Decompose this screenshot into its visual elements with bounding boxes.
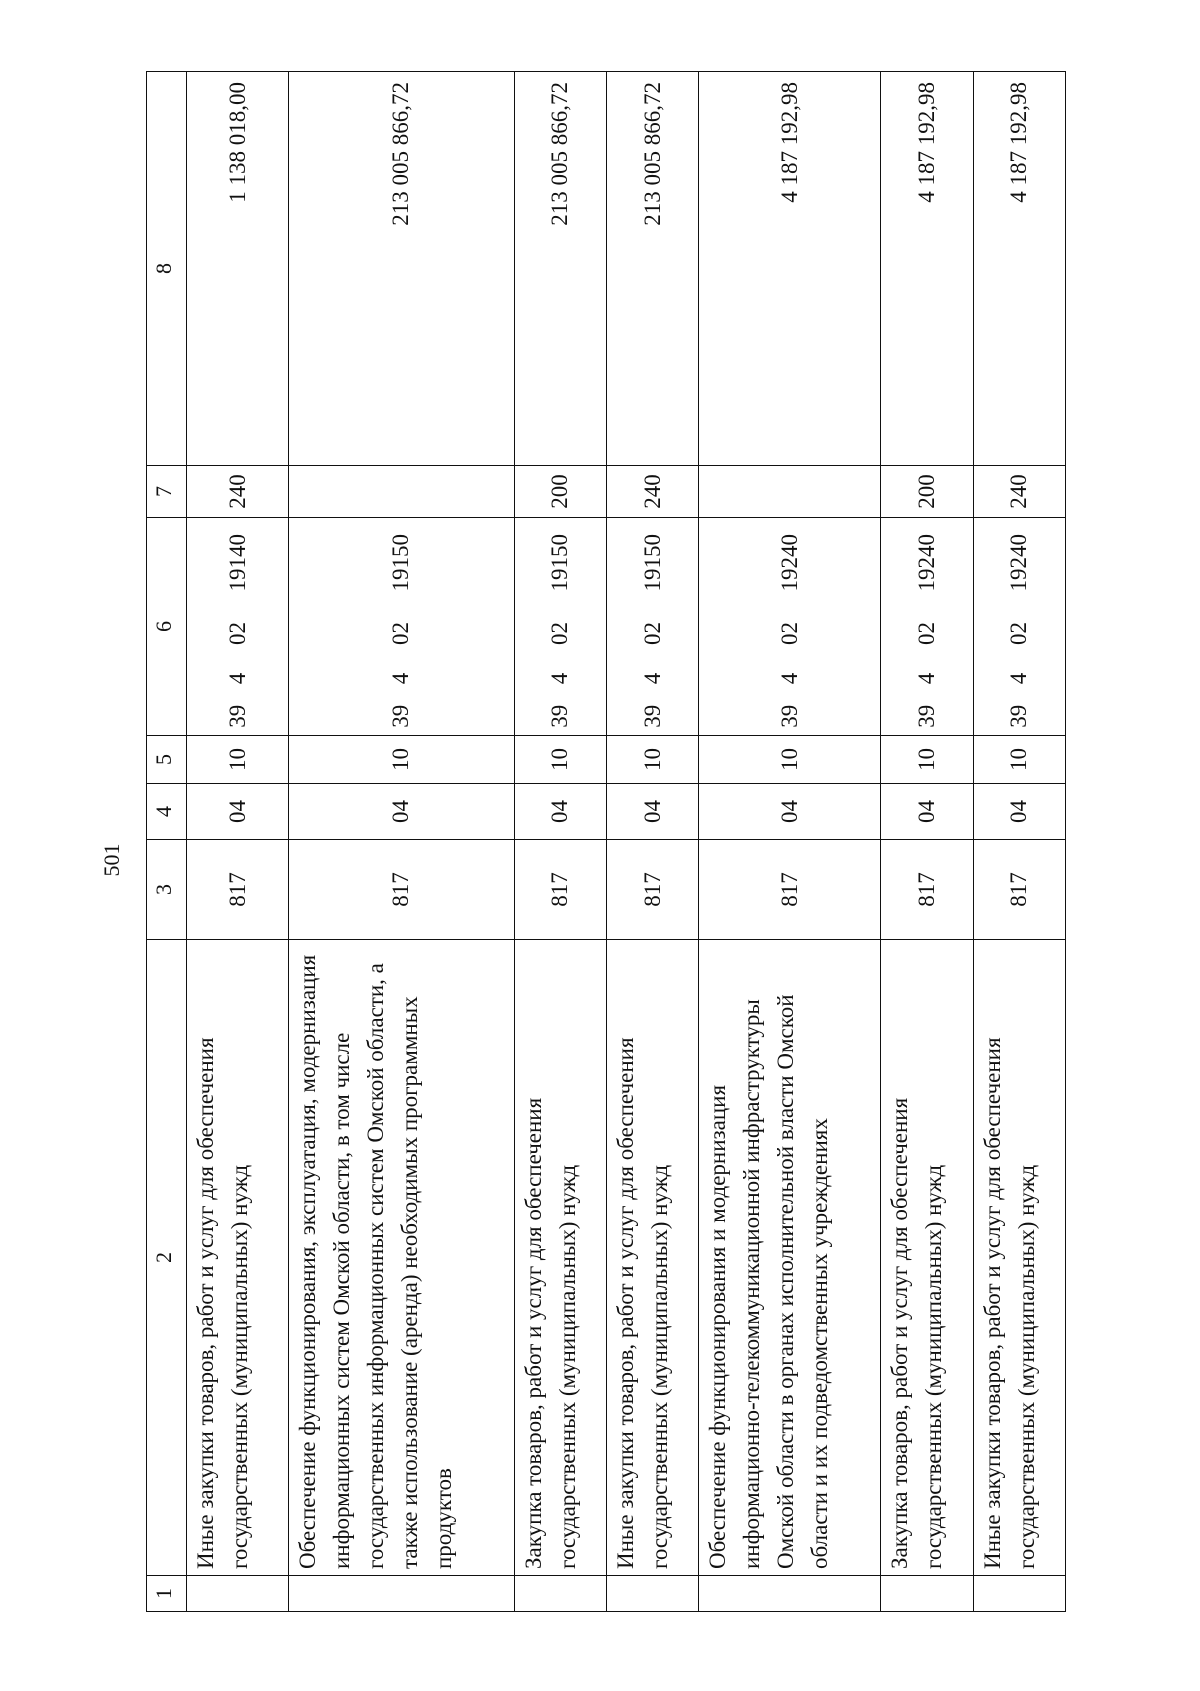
row-code-col6-part1: 39 xyxy=(288,698,514,736)
row-code-col6-part3: 02 xyxy=(881,608,973,660)
row-amount: 4 187 192,98 xyxy=(881,72,973,466)
row-amount: 213 005 866,72 xyxy=(607,72,699,466)
row-code-col6-part3: 02 xyxy=(973,608,1065,660)
row-code-col3: 817 xyxy=(187,840,288,940)
row-code-col5: 10 xyxy=(973,736,1065,784)
row-code-col5: 10 xyxy=(699,736,881,784)
table-row xyxy=(699,72,881,1612)
row-code-col5: 10 xyxy=(187,736,288,784)
header-col-2: 2 xyxy=(147,940,187,1576)
header-col-7: 7 xyxy=(147,466,187,518)
header-col-8: 8 xyxy=(147,72,187,466)
table-header-row xyxy=(147,72,187,1612)
header-col-3: 3 xyxy=(147,840,187,940)
row-description: Закупка товаров, работ и услуг для обеспечения государственных (муниципальных) нужд xyxy=(881,940,973,1576)
row-code-col5: 10 xyxy=(288,736,514,784)
row-code-col3: 817 xyxy=(607,840,699,940)
row-code-col6-part3: 02 xyxy=(514,608,606,660)
row-number-cell xyxy=(881,1576,973,1612)
row-code-col4: 04 xyxy=(607,784,699,840)
page-number: 501 xyxy=(99,843,124,877)
row-code-col3: 817 xyxy=(699,840,881,940)
row-description: Иные закупки товаров, работ и услуг для обеспечения государственных (муниципальных) нужд xyxy=(973,940,1065,1576)
row-code-col3: 817 xyxy=(973,840,1065,940)
table-row xyxy=(973,72,1065,1612)
row-amount: 213 005 866,72 xyxy=(288,72,514,466)
row-code-col7: 200 xyxy=(881,466,973,518)
row-code-col6-part3: 02 xyxy=(607,608,699,660)
row-amount: 1 138 018,00 xyxy=(187,72,288,466)
row-code-col7: 200 xyxy=(514,466,606,518)
row-code-col6-part2: 4 xyxy=(187,660,288,698)
row-description: Иные закупки товаров, работ и услуг для обеспечения государственных (муниципальных) нужд xyxy=(607,940,699,1576)
budget-table xyxy=(146,71,1066,1612)
row-code-col3: 817 xyxy=(288,840,514,940)
row-code-col3: 817 xyxy=(881,840,973,940)
table-row xyxy=(514,72,606,1612)
row-code-col6-part1: 39 xyxy=(699,698,881,736)
row-code-col6-part3: 02 xyxy=(699,608,881,660)
row-code-col6-part1: 39 xyxy=(607,698,699,736)
row-code-col4: 04 xyxy=(973,784,1065,840)
row-code-col4: 04 xyxy=(881,784,973,840)
row-amount: 4 187 192,98 xyxy=(973,72,1065,466)
row-code-col7: 240 xyxy=(187,466,288,518)
header-col-4: 4 xyxy=(147,784,187,840)
table-row xyxy=(881,72,973,1612)
row-amount: 213 005 866,72 xyxy=(514,72,606,466)
row-code-col4: 04 xyxy=(514,784,606,840)
row-code-col6-part1: 39 xyxy=(973,698,1065,736)
row-code-col7: 240 xyxy=(607,466,699,518)
row-code-col5: 10 xyxy=(514,736,606,784)
header-col-5: 5 xyxy=(147,736,187,784)
row-number-cell xyxy=(514,1576,606,1612)
table-row xyxy=(607,72,699,1612)
row-code-col6-part2: 4 xyxy=(881,660,973,698)
row-code-col6-part4: 19150 xyxy=(607,518,699,608)
row-code-col6-part4: 19140 xyxy=(187,518,288,608)
row-number-cell xyxy=(288,1576,514,1612)
row-code-col7 xyxy=(288,466,514,518)
row-code-col5: 10 xyxy=(607,736,699,784)
row-code-col6-part3: 02 xyxy=(288,608,514,660)
row-code-col6-part2: 4 xyxy=(514,660,606,698)
row-code-col6-part1: 39 xyxy=(187,698,288,736)
row-code-col6-part2: 4 xyxy=(288,660,514,698)
row-description: Иные закупки товаров, работ и услуг для обеспечения государственных (муниципальных) нужд xyxy=(187,940,288,1576)
row-description: Закупка товаров, работ и услуг для обеспечения государственных (муниципальных) нужд xyxy=(514,940,606,1576)
row-description: Обеспечение функционирования, эксплуатация, модернизация информационных систем Омской области, в том числе государственных информационных систем Омской области, а также использование (аренда) необходимых программных продуктов xyxy=(288,940,514,1576)
row-code-col6-part4: 19240 xyxy=(881,518,973,608)
row-code-col6-part3: 02 xyxy=(187,608,288,660)
row-number-cell xyxy=(187,1576,288,1612)
row-code-col6-part4: 19150 xyxy=(514,518,606,608)
row-code-col3: 817 xyxy=(514,840,606,940)
row-code-col6-part1: 39 xyxy=(881,698,973,736)
row-code-col7: 240 xyxy=(973,466,1065,518)
row-code-col6-part4: 19240 xyxy=(973,518,1065,608)
rotated-page-content xyxy=(146,72,1066,1612)
row-code-col5: 10 xyxy=(881,736,973,784)
row-code-col4: 04 xyxy=(288,784,514,840)
row-code-col6-part2: 4 xyxy=(607,660,699,698)
row-code-col6-part4: 19240 xyxy=(699,518,881,608)
row-code-col4: 04 xyxy=(187,784,288,840)
header-col-6: 6 xyxy=(147,518,187,736)
row-code-col6-part2: 4 xyxy=(973,660,1065,698)
header-col-1: 1 xyxy=(147,1576,187,1612)
row-code-col6-part2: 4 xyxy=(699,660,881,698)
table-row xyxy=(187,72,288,1612)
row-code-col7 xyxy=(699,466,881,518)
row-code-col4: 04 xyxy=(699,784,881,840)
row-number-cell xyxy=(607,1576,699,1612)
row-number-cell xyxy=(699,1576,881,1612)
table-row xyxy=(288,72,514,1612)
row-description: Обеспечение функционирования и модернизация информационно-телекоммуникационной инфраструктуры Омской области в органах исполнительной власти Омской области и их подведомственных учреждениях xyxy=(699,940,881,1576)
row-number-cell xyxy=(973,1576,1065,1612)
row-amount: 4 187 192,98 xyxy=(699,72,881,466)
row-code-col6-part1: 39 xyxy=(514,698,606,736)
row-code-col6-part4: 19150 xyxy=(288,518,514,608)
